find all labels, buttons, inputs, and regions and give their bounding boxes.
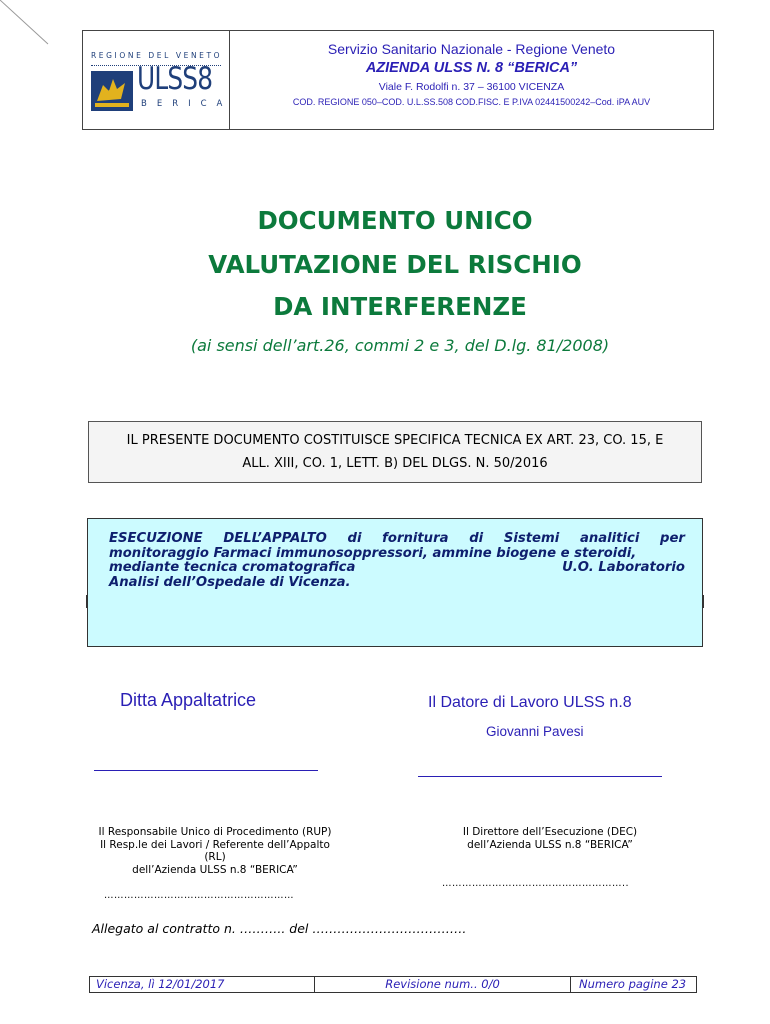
exec-row1: [109, 532, 685, 547]
contractor-label: Ditta Appaltatrice: [120, 690, 257, 710]
document-footer: [89, 976, 697, 993]
employer-name: Giovanni Pavesi: [486, 724, 584, 739]
corner-fold-line: [0, 0, 60, 60]
exec-word: di: [347, 531, 362, 546]
exec-word: ESECUZIONE: [109, 531, 203, 546]
rup-block: [80, 826, 350, 876]
contractor-signature-line: [94, 770, 318, 771]
contract-execution-box: [87, 518, 703, 647]
document-subtitle: (ai sensi dell’art.26, commi 2 e 3, del D.lg. 81/2008): [190, 336, 610, 355]
footer-revision: Revisione num.. 0/0: [315, 977, 571, 992]
dec-signature-dots: ………………………………………………..: [442, 878, 630, 889]
box-tick-right: [702, 595, 704, 608]
dec-line2: dell’Azienda ULSS n.8 “BERICA”: [467, 838, 633, 851]
dec-block: [440, 826, 660, 851]
footer-date: Vicenza, lì 12/01/2017: [90, 977, 315, 992]
box-tick-left: [86, 595, 88, 608]
exec-row3: [109, 561, 685, 576]
logo-berica-text: BERICA: [141, 99, 233, 109]
agency-codes: COD. REGIONE 050–COD. U.L.SS.508 COD.FISC. E P.IVA 02441500242–Cod. iPA AUV: [292, 97, 651, 107]
document-title-line2: VALUTAZIONE DEL RISCHIO: [208, 250, 582, 279]
exec-word: di: [469, 531, 484, 546]
exec-word: per: [660, 531, 685, 546]
rup-line3: (RL): [204, 851, 226, 863]
exec-row2: monitoraggio Farmaci immunosoppressori, ammine biogene e steroidi,: [109, 545, 637, 561]
rup-line2: Il Resp.le dei Lavori / Referente dell’Appalto: [100, 838, 330, 851]
document-title-line1: DOCUMENTO UNICO: [257, 206, 533, 235]
rup-signature-dots: …………………………………………………: [104, 890, 294, 901]
logo-region-text: REGIONE DEL VENETO: [91, 51, 223, 60]
footer-pages: Numero pagine 23: [579, 977, 687, 991]
contract-attachment-line: Allegato al contratto n. ……….. del ……………………………….: [92, 921, 467, 936]
exec-row3-left: mediante tecnica cromatografica: [109, 560, 356, 575]
employer-label: Il Datore di Lavoro ULSS n.8: [428, 694, 632, 711]
letterhead-info: [230, 31, 713, 129]
ulss-logo: [83, 31, 233, 129]
agency-name: AZIENDA ULSS N. 8 “BERICA”: [365, 60, 578, 76]
exec-word: DELL’APPALTO: [223, 531, 327, 546]
exec-row4: Analisi dell’Ospedale di Vicenza.: [109, 574, 351, 590]
rup-line4: dell’Azienda ULSS n.8 “BERICA”: [132, 863, 298, 876]
employer-signature-line: [418, 776, 662, 777]
letterhead: [82, 30, 714, 130]
rup-line1: Il Responsabile Unico di Procedimento (RUP): [98, 826, 332, 838]
exec-word: fornitura: [382, 531, 449, 546]
agency-address: Viale F. Rodolfi n. 37 – 36100 VICENZA: [378, 81, 565, 93]
exec-word: Sistemi: [503, 531, 560, 546]
exec-word: analitici: [579, 531, 640, 546]
spec-line2: ALL. XIII, CO. 1, LETT. B) DEL DLGS. N. 50/2016: [242, 456, 548, 471]
technical-spec-box: [88, 421, 702, 483]
contract-description: [109, 532, 685, 590]
service-name: Servizio Sanitario Nazionale - Regione Veneto: [327, 41, 616, 57]
exec-row3-right: U.O. Laboratorio: [562, 560, 685, 575]
spec-line1: IL PRESENTE DOCUMENTO COSTITUISCE SPECIFICA TECNICA EX ART. 23, CO. 15, E: [126, 433, 664, 448]
dec-line1: Il Direttore dell’Esecuzione (DEC): [462, 826, 638, 838]
winged-lion-icon: [91, 71, 133, 111]
document-title-line3: DA INTERFERENZE: [273, 292, 527, 321]
logo-ulss-text: ULSS8: [137, 61, 213, 97]
